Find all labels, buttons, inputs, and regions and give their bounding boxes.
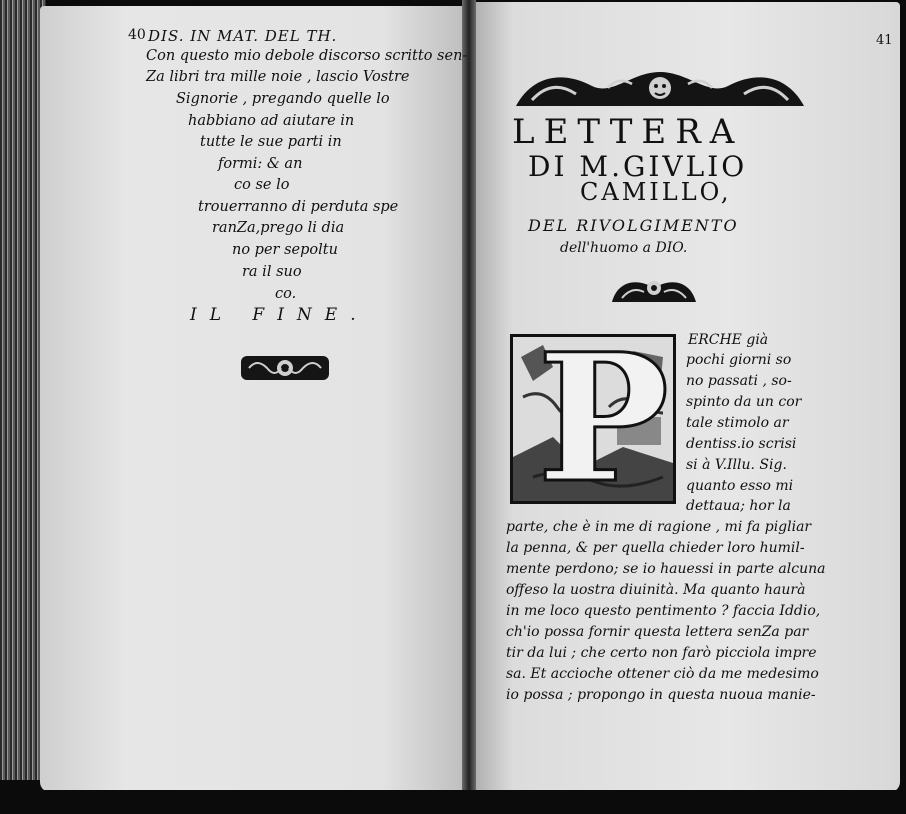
right-folio: 41 (876, 33, 893, 48)
right-text-line: offeso la uostra diuinità. Ma quanto haurà (506, 582, 806, 598)
title-author: DI M.GIVLIO (528, 150, 748, 183)
left-text-line: tutte le sue parti in (200, 134, 342, 150)
initial-letter: P (537, 334, 670, 504)
right-text-line: ch'io possa fornir questa lettera senZa par (506, 624, 809, 640)
left-text-line: formi: & an (218, 156, 303, 172)
book-gutter (462, 0, 476, 800)
headpiece-ornament-icon (512, 66, 808, 112)
left-text-line: trouerranno di perduta spe (198, 199, 399, 215)
right-text-line: ERCHE già (688, 332, 769, 348)
title-subject-continued: dell'huomo a DIO. (560, 240, 688, 256)
bottom-shadow (0, 790, 906, 814)
title-subject: DEL RIVOLGIMENTO (528, 216, 739, 235)
fleuron-ornament-icon (608, 274, 700, 306)
right-text-line: la penna, & per quella chieder loro humil- (506, 540, 805, 556)
right-text-line: dettaua; hor la (686, 498, 791, 514)
left-text-line: Con questo mio debole discorso scritto sen- (146, 48, 468, 64)
left-text-line: habbiano ad aiutare in (188, 113, 355, 129)
right-text-line: mente perdono; se io hauessi in parte alcuna (506, 561, 826, 577)
tailpiece-ornament-icon (239, 352, 331, 384)
right-text-line: no passati , so- (686, 373, 792, 389)
right-text-line: si à V.Illu. Sig. (686, 457, 787, 473)
left-text-line: co se lo (234, 177, 290, 193)
title-lettera: LETTERA (512, 112, 744, 152)
right-text-line: pochi giorni so (686, 352, 792, 368)
left-text-line: Za libri tra mille noie , lascio Vostre (146, 69, 410, 85)
left-text-line: co. (275, 286, 297, 302)
right-text-line: tir da lui ; che certo non farò picciola impre (506, 645, 817, 661)
left-text-line: no per sepoltu (232, 242, 338, 258)
title-author-surname: CAMILLO, (580, 178, 732, 206)
right-text-line: quanto esso mi (686, 478, 794, 494)
left-text-line: ranZa,prego li dia (212, 220, 345, 236)
right-text-line: io possa ; propongo in questa nuoua manie- (506, 687, 816, 703)
right-text-line: tale stimolo ar (686, 415, 789, 431)
running-head: DIS. IN MAT. DEL TH. (148, 27, 338, 45)
il-fine-heading: IL FINE. (190, 305, 369, 325)
right-text-line: in me loco questo pentimento ? faccia Iddio, (506, 603, 821, 619)
right-text-line: parte, che è in me di ragione , mi fa pigliar (506, 519, 812, 535)
left-folio: 40 (128, 27, 146, 43)
right-text-line: dentiss.io scrisi (686, 436, 797, 452)
left-text-line: Signorie , pregando quelle lo (176, 91, 390, 107)
right-text-line: sa. Et accioche ottener ciò da me medesimo (506, 666, 819, 682)
right-text-line: spinto da un cor (686, 394, 802, 410)
left-text-line: ra il suo (242, 264, 302, 280)
historiated-initial (510, 334, 676, 504)
